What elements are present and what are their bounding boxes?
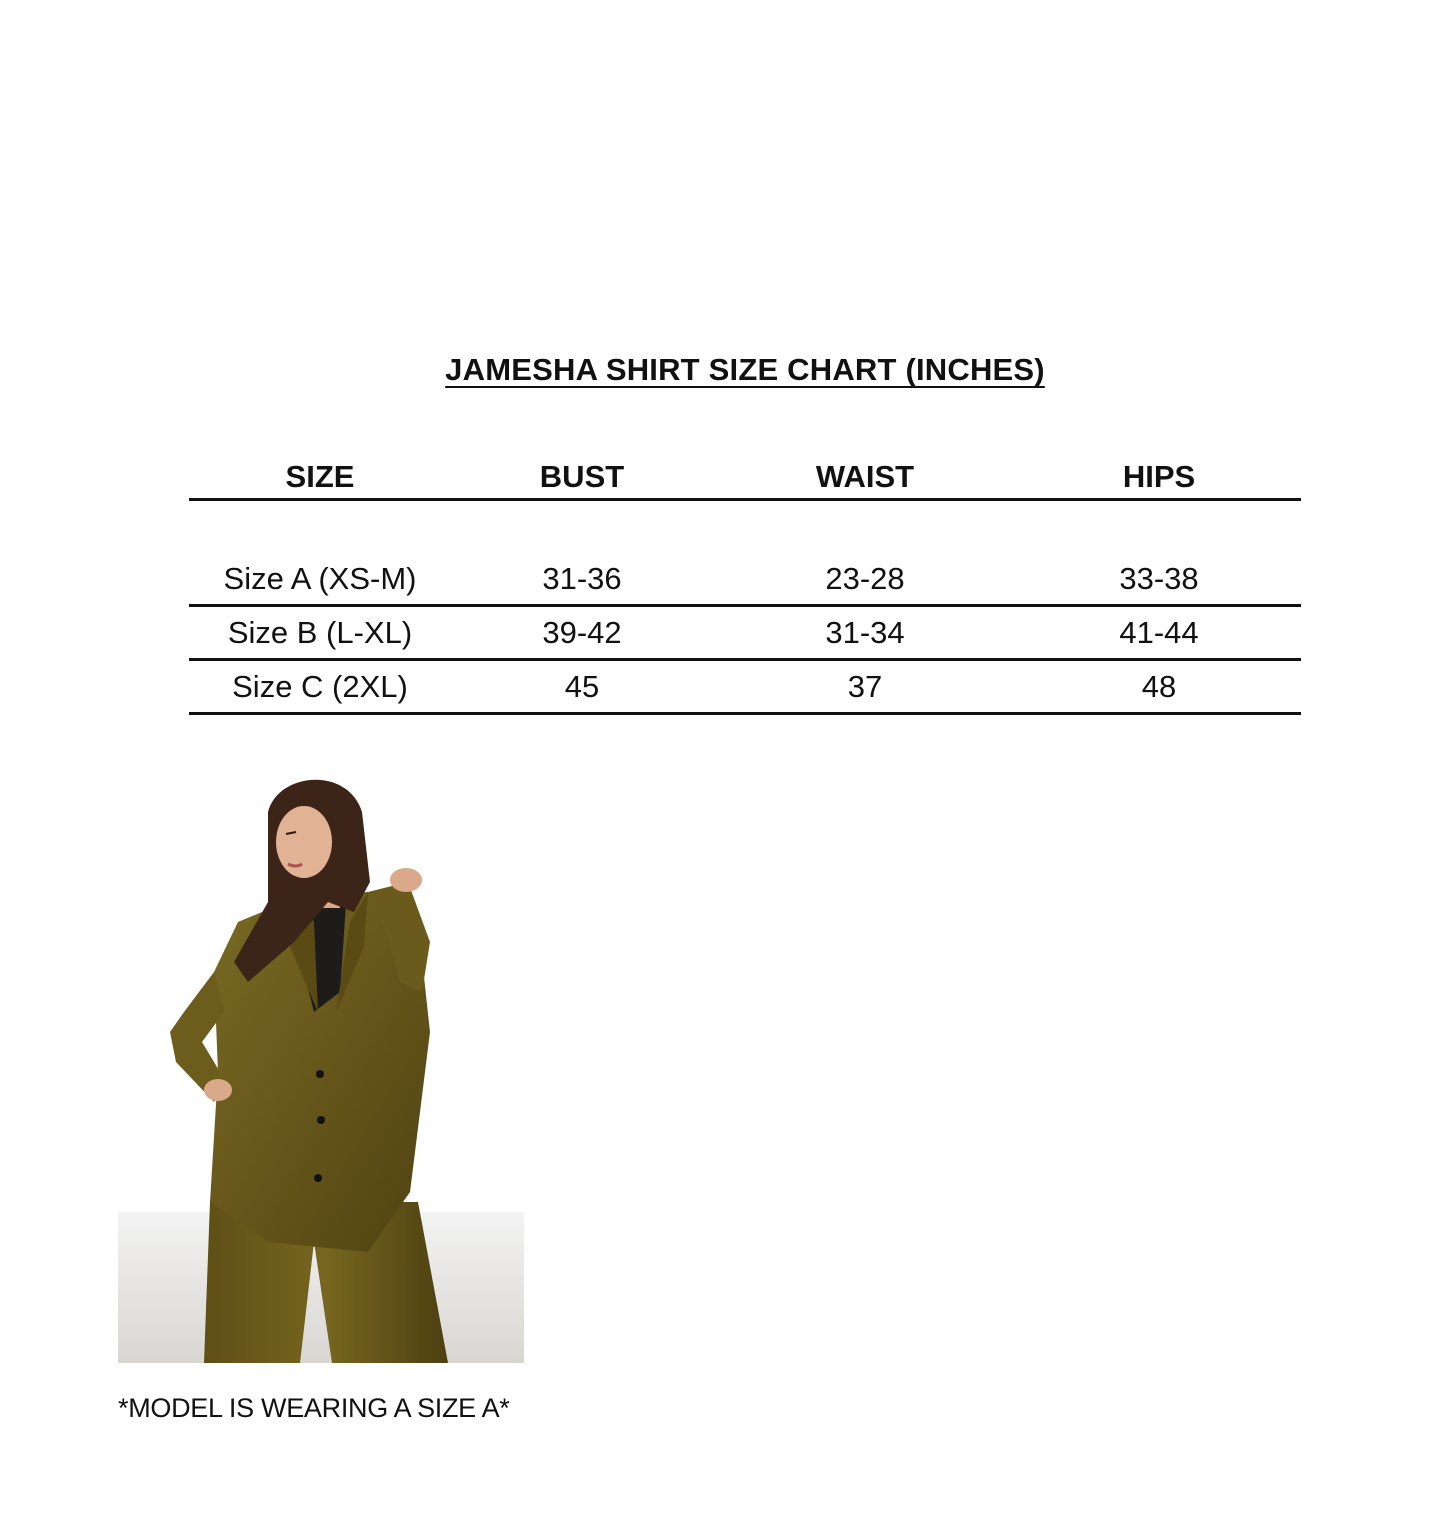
cell-size: Size B (L-XL) [227,614,413,650]
cell-size: Size C (2XL) [232,668,408,704]
size-table [189,448,1301,715]
cell-bust: 39-42 [542,614,622,650]
cell-waist: 31-34 [825,614,905,650]
cell-hips: 33-38 [1119,560,1199,596]
table-row [189,553,1301,607]
header-hips: HIPS [1122,459,1196,494]
header-waist: WAIST [815,459,915,494]
model-size-caption: *MODEL IS WEARING A SIZE A* [118,1393,510,1423]
cell-bust: 45 [564,668,600,704]
table-spacer [189,501,1301,553]
cell-size: Size A (XS-M) [223,560,417,596]
chart-title [0,352,1445,388]
table-header-row [189,448,1301,501]
header-size: SIZE [285,459,355,494]
cell-waist: 37 [847,668,883,704]
cell-hips: 48 [1141,668,1177,704]
cell-waist: 23-28 [825,560,905,596]
table-row [189,607,1301,661]
header-bust: BUST [539,459,625,494]
cell-hips: 41-44 [1119,614,1199,650]
chart-title-text: JAMESHA SHIRT SIZE CHART (INCHES) [445,352,1045,387]
model-photo [118,772,524,1363]
table-row [189,661,1301,715]
cell-bust: 31-36 [542,560,622,596]
